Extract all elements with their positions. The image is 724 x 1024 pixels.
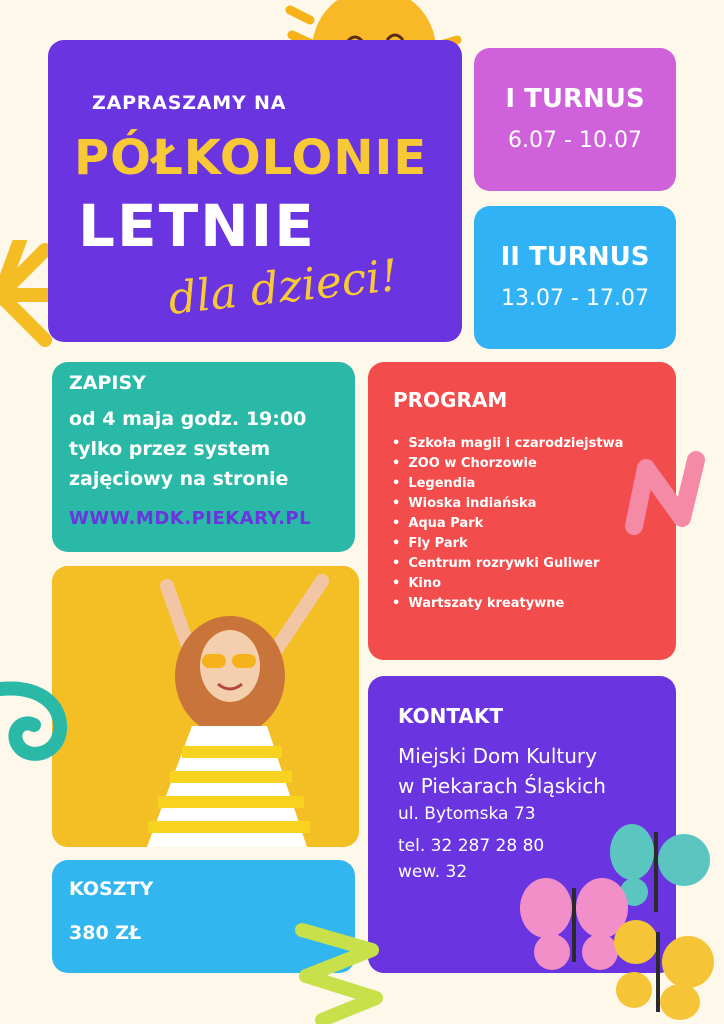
kontakt-title: KONTAKT (398, 704, 504, 728)
hero-subtitle: LETNIE (78, 192, 316, 260)
list-item: • Fly Park (392, 534, 623, 554)
kontakt-name-line2: w Piekarach Śląskich (398, 774, 606, 798)
koszty-value: 380 ZŁ (69, 922, 142, 944)
hero-card (48, 40, 462, 342)
turnus-2-card (474, 206, 676, 349)
turnus-2-dates: 13.07 - 17.07 (501, 286, 649, 311)
list-item: • Legendia (392, 474, 623, 494)
turnus-1-card (474, 48, 676, 191)
zapisy-line: zajęciowy na stronie (69, 468, 289, 490)
zapisy-line: tylko przez system (69, 438, 271, 460)
zapisy-line: od 4 maja godz. 19:00 (69, 408, 307, 430)
hero-tagline: dla dzieci! (165, 250, 401, 325)
zapisy-card (52, 362, 355, 552)
list-item: • Wioska indiańska (392, 494, 623, 514)
list-item: • Wartszaty kreatywne (392, 594, 623, 614)
kontakt-address: ul. Bytomska 73 (398, 804, 536, 824)
program-list (392, 434, 623, 614)
kontakt-phone[interactable]: tel. 32 287 28 80 (398, 836, 545, 856)
kontakt-name-line1: Miejski Dom Kultury (398, 744, 597, 768)
girl-illustration (52, 566, 359, 847)
squiggle-decoration (620, 448, 724, 538)
girl-photo (52, 566, 359, 847)
turnus-2-title: II TURNUS (500, 242, 650, 272)
list-item: • Centrum rozrywki Guliwer (392, 554, 623, 574)
list-item: • Szkoła magii i czarodziejstwa (392, 434, 623, 454)
turnus-1-title: I TURNUS (505, 84, 645, 114)
list-item: • Kino (392, 574, 623, 594)
program-title: PROGRAM (393, 388, 508, 412)
turnus-1-dates: 6.07 - 10.07 (508, 128, 642, 153)
butterfly-icon (516, 812, 724, 1024)
hero-title: PÓŁKOLONIE (74, 130, 428, 186)
website-link[interactable]: WWW.MDK.PIEKARY.PL (69, 508, 312, 529)
list-item: • Aqua Park (392, 514, 623, 534)
koszty-title: KOSZTY (69, 878, 154, 900)
hero-invite: ZAPRASZAMY NA (92, 92, 287, 114)
list-item: • ZOO w Chorzowie (392, 454, 623, 474)
kontakt-ext: wew. 32 (398, 862, 468, 882)
zapisy-title: ZAPISY (69, 372, 146, 394)
spiral-decoration (0, 675, 72, 771)
zigzag-decoration (292, 920, 392, 1024)
